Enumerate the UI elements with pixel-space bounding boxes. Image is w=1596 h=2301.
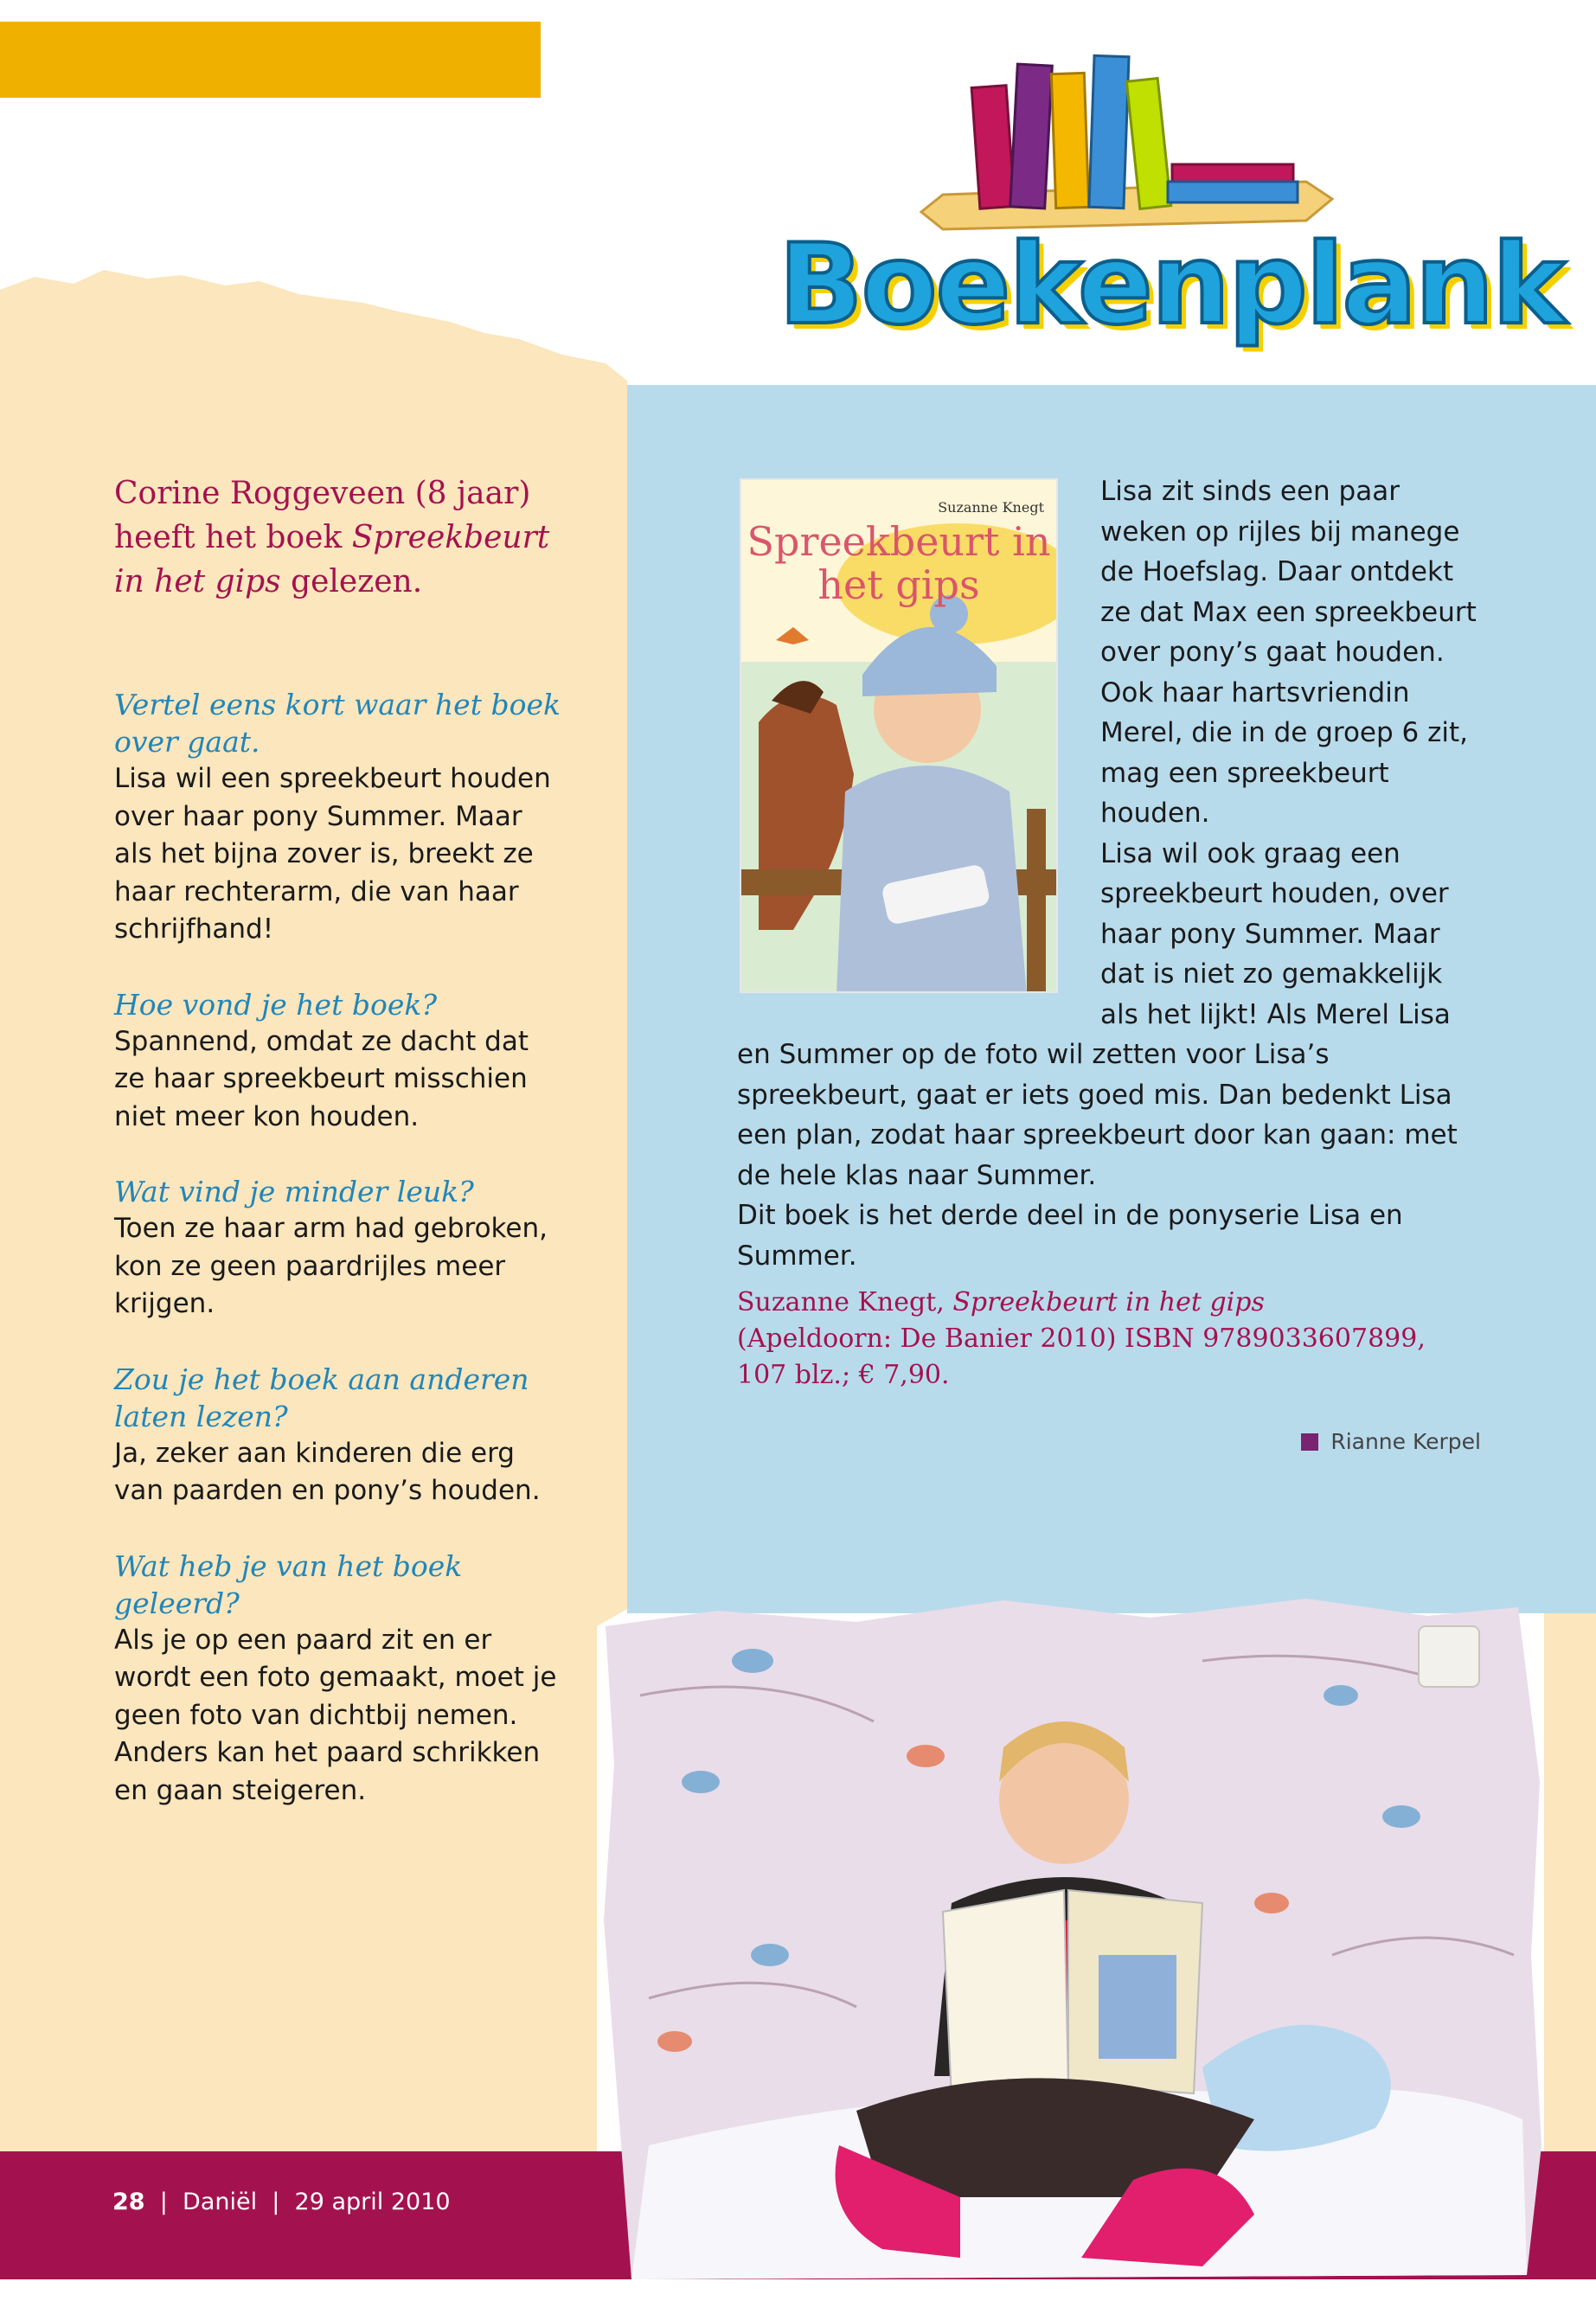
qa-block bbox=[114, 986, 564, 1137]
boekenplank-logo bbox=[779, 35, 1565, 363]
reviewer-signature bbox=[1301, 1429, 1481, 1454]
cover-title: Spreekbeurt in het gips bbox=[747, 518, 1051, 608]
intro-text bbox=[114, 471, 564, 604]
cover-author: Suzanne Knegt bbox=[938, 499, 1044, 516]
review-paragraph: Lisa wil ook graag een spreekbeurt houden, over haar pony Summer. Maar dat is niet zo gemakkelijk als het lijkt! Als Merel Lisa en Summer op de foto wil zetten voor Lisa’s spreekbeurt, gaat er iets goed mis. Dan bedenkt Lisa een plan, zodat haar spreekbeurt door kan gaan: met de hele klas naar Summer. bbox=[737, 837, 1458, 1191]
issue-date: 29 april 2010 bbox=[294, 2189, 451, 2215]
footer-separator: | bbox=[159, 2189, 168, 2215]
magazine-name: Daniël bbox=[183, 2189, 258, 2215]
qa-block bbox=[114, 1173, 564, 1324]
intro-before: Corine Roggeveen (8 jaar) heeft het boek bbox=[114, 476, 531, 555]
book-credits bbox=[737, 1285, 1481, 1394]
footer-separator: | bbox=[272, 2189, 280, 2215]
footer-text bbox=[112, 2189, 451, 2215]
question: Vertel eens kort waar het boek over gaat. bbox=[114, 688, 561, 759]
review-text bbox=[737, 471, 1483, 1276]
qa-block bbox=[114, 1361, 564, 1510]
question: Wat heb je van het boek geleerd? bbox=[114, 1548, 463, 1620]
logo-title: Boekenplank bbox=[779, 221, 1565, 349]
answer: Als je op een paard zit en er wordt een foto gemaakt, moet je geen foto van dichtbij nemen. Anders kan het paard schrikken en gaan steigeren. bbox=[114, 1624, 557, 1806]
reviewer-name: Rianne Kerpel bbox=[1330, 1429, 1481, 1454]
left-column bbox=[114, 471, 564, 1847]
credits-details: (Apeldoorn: De Banier 2010) ISBN 9789033607899, 107 blz.; € 7,90. bbox=[737, 1324, 1426, 1390]
girl-reading-photo bbox=[597, 1592, 1544, 2284]
answer: Spannend, omdat ze dacht dat ze haar spreekbeurt misschien niet meer kon houden. bbox=[114, 1025, 529, 1132]
answer: Ja, zeker aan kinderen die erg van paarden en pony’s houden. bbox=[114, 1437, 541, 1506]
question: Zou je het boek aan anderen laten lezen? bbox=[114, 1362, 529, 1433]
question: Hoe vond je het boek? bbox=[114, 987, 438, 1022]
intro-after: gelezen. bbox=[280, 564, 423, 599]
review-paragraph: Lisa zit sinds een paar weken op rijles bij manege de Hoefslag. Daar ontdekt ze dat Max een spreekbeurt over pony’s gaat houden. Ook haar hartsvriendin Merel, die in de groep 6 zit, mag een spreekbeurt houden. bbox=[1100, 476, 1477, 829]
answer: Lisa wil een spreekbeurt houden over haar pony Summer. Maar als het bijna zover is, breekt ze haar rechterarm, die van haar schrijfhand! bbox=[114, 763, 551, 945]
qa-block bbox=[114, 686, 564, 949]
credits-author: Suzanne Knegt, bbox=[737, 1287, 953, 1317]
qa-block bbox=[114, 1548, 564, 1811]
page-number: 28 bbox=[112, 2189, 145, 2215]
photo-illustration bbox=[597, 1592, 1544, 2284]
intro-book-title: Spreekbeurt in het gips bbox=[114, 520, 550, 599]
review-paragraph: Dit boek is het derde deel in de ponyserie Lisa en Summer. bbox=[737, 1200, 1403, 1272]
answer: Toen ze haar arm had gebroken, kon ze geen paardrijles meer krijgen. bbox=[114, 1213, 548, 1319]
square-bullet-icon bbox=[1301, 1433, 1318, 1451]
credits-title: Spreekbeurt in het gips bbox=[952, 1287, 1265, 1317]
question: Wat vind je minder leuk? bbox=[114, 1175, 474, 1208]
